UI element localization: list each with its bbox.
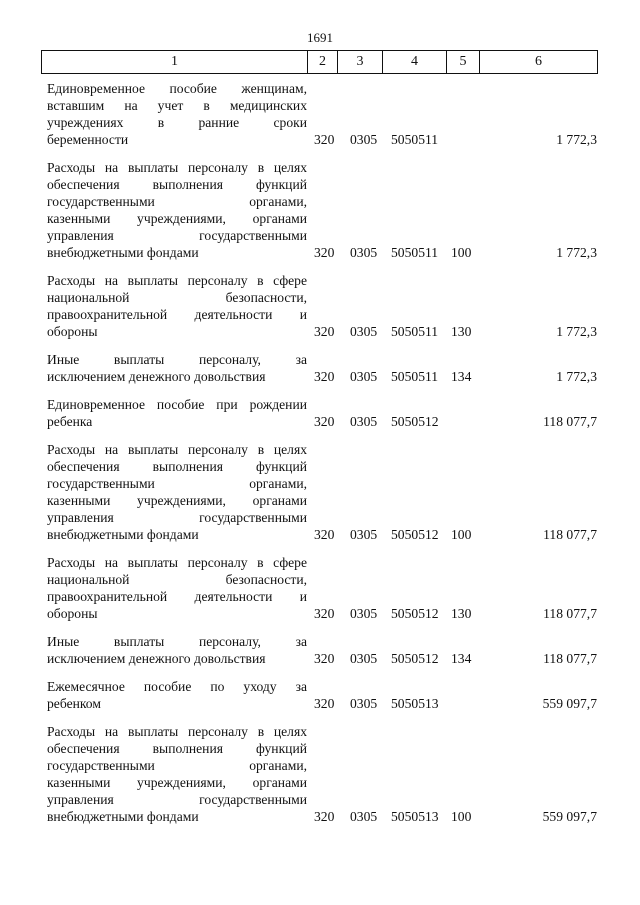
row-col-2: 320	[314, 245, 335, 260]
header-col-3: 3	[337, 51, 382, 73]
description-line: Расходы на выплаты персоналу в целях	[47, 442, 307, 457]
description-line: национальной безопасности,	[47, 290, 307, 305]
row-col-5: 130	[451, 606, 472, 621]
table-row	[0, 80, 640, 148]
row-col-3: 0305	[350, 414, 378, 429]
row-col-2: 320	[314, 606, 335, 621]
table-row	[0, 351, 640, 385]
row-col-4: 5050512	[391, 606, 439, 621]
row-description	[47, 272, 307, 340]
row-col-4: 5050512	[391, 527, 439, 542]
row-col-6: 118 077,7	[543, 606, 597, 621]
row-col-4: 5050513	[391, 809, 439, 824]
row-col-6: 1 772,3	[556, 324, 597, 339]
row-col-6: 118 077,7	[543, 414, 597, 429]
row-description	[47, 554, 307, 622]
row-description	[47, 351, 307, 385]
row-col-2: 320	[314, 527, 335, 542]
row-col-2: 320	[314, 809, 335, 824]
description-line: обороны	[47, 606, 98, 621]
description-line: управления государственными	[47, 792, 307, 807]
description-line: Единовременное пособие женщинам,	[47, 81, 307, 96]
row-col-6: 559 097,7	[542, 809, 597, 824]
table-row	[0, 272, 640, 340]
row-description	[47, 723, 307, 825]
row-description	[47, 159, 307, 261]
row-col-2: 320	[314, 132, 335, 147]
row-col-2: 320	[314, 696, 335, 711]
description-line: национальной безопасности,	[47, 572, 307, 587]
description-line: казенными учреждениями, органами	[47, 211, 307, 226]
header-col-4: 4	[382, 51, 446, 73]
description-line: управления государственными	[47, 228, 307, 243]
row-description	[47, 441, 307, 543]
description-line: государственными органами,	[47, 758, 307, 773]
description-line: учреждениях в ранние сроки	[47, 115, 307, 130]
table-row	[0, 396, 640, 430]
row-col-2: 320	[314, 414, 335, 429]
row-col-6: 1 772,3	[556, 132, 597, 147]
row-col-3: 0305	[350, 324, 378, 339]
row-col-5: 134	[451, 651, 472, 666]
description-line: казенными учреждениями, органами	[47, 775, 307, 790]
row-col-3: 0305	[350, 527, 378, 542]
row-col-6: 559 097,7	[542, 696, 597, 711]
row-col-4: 5050512	[391, 414, 439, 429]
row-description	[47, 678, 307, 712]
row-col-3: 0305	[350, 651, 378, 666]
row-col-6: 118 077,7	[543, 651, 597, 666]
description-line: Расходы на выплаты персоналу в сфере	[47, 273, 307, 288]
row-col-6: 1 772,3	[556, 245, 597, 260]
description-line: ребенком	[47, 696, 101, 711]
description-line: внебюджетными фондами	[47, 245, 199, 260]
page-number: 1691	[307, 30, 333, 45]
row-col-3: 0305	[350, 245, 378, 260]
row-col-4: 5050512	[391, 651, 439, 666]
description-line: обеспечения выполнения функций	[47, 741, 307, 756]
description-line: Единовременное пособие при рождении	[47, 397, 307, 412]
row-col-3: 0305	[350, 606, 378, 621]
table-row	[0, 554, 640, 622]
description-line: Иные выплаты персоналу, за	[47, 352, 307, 367]
row-col-5: 100	[451, 527, 472, 542]
description-line: Иные выплаты персоналу, за	[47, 634, 307, 649]
header-col-5: 5	[446, 51, 479, 73]
row-col-5: 130	[451, 324, 472, 339]
row-col-2: 320	[314, 651, 335, 666]
row-description	[47, 80, 307, 148]
description-line: Расходы на выплаты персоналу в сфере	[47, 555, 307, 570]
row-description	[47, 396, 307, 430]
description-line: управления государственными	[47, 510, 307, 525]
row-col-6: 1 772,3	[556, 369, 597, 384]
table-row	[0, 633, 640, 667]
description-line: государственными органами,	[47, 476, 307, 491]
description-line: правоохранительной деятельности и	[47, 589, 307, 604]
row-col-2: 320	[314, 324, 335, 339]
description-line: обеспечения выполнения функций	[47, 177, 307, 192]
description-line: правоохранительной деятельности и	[47, 307, 307, 322]
row-col-5: 100	[451, 809, 472, 824]
row-col-5: 134	[451, 369, 472, 384]
description-line: Ежемесячное пособие по уходу за	[47, 679, 307, 694]
description-line: обеспечения выполнения функций	[47, 459, 307, 474]
description-line: обороны	[47, 324, 98, 339]
table-row	[0, 441, 640, 543]
row-col-4: 5050511	[391, 132, 439, 147]
description-line: ребенка	[47, 414, 93, 429]
description-line: государственными органами,	[47, 194, 307, 209]
row-col-4: 5050511	[391, 245, 439, 260]
row-col-5: 100	[451, 245, 472, 260]
description-line: беременности	[47, 132, 129, 147]
row-col-3: 0305	[350, 809, 378, 824]
table-row	[0, 678, 640, 712]
description-line: казенными учреждениями, органами	[47, 493, 307, 508]
table-row	[0, 723, 640, 825]
table-header	[41, 50, 598, 74]
row-col-2: 320	[314, 369, 335, 384]
row-col-3: 0305	[350, 696, 378, 711]
row-col-3: 0305	[350, 132, 378, 147]
description-line: внебюджетными фондами	[47, 809, 199, 824]
description-line: Расходы на выплаты персоналу в целях	[47, 724, 307, 739]
description-line: внебюджетными фондами	[47, 527, 199, 542]
description-line: Расходы на выплаты персоналу в целях	[47, 160, 307, 175]
description-line: вставшим на учет в медицинских	[47, 98, 307, 113]
description-line: исключением денежного довольствия	[47, 651, 266, 666]
description-line: исключением денежного довольствия	[47, 369, 266, 384]
header-col-2: 2	[307, 51, 337, 73]
row-col-4: 5050513	[391, 696, 439, 711]
header-col-1: 1	[171, 54, 178, 69]
row-col-6: 118 077,7	[543, 527, 597, 542]
row-description	[47, 633, 307, 667]
row-col-4: 5050511	[391, 324, 439, 339]
row-col-3: 0305	[350, 369, 378, 384]
table-row	[0, 159, 640, 261]
row-col-4: 5050511	[391, 369, 439, 384]
header-col-6: 6	[479, 51, 597, 73]
